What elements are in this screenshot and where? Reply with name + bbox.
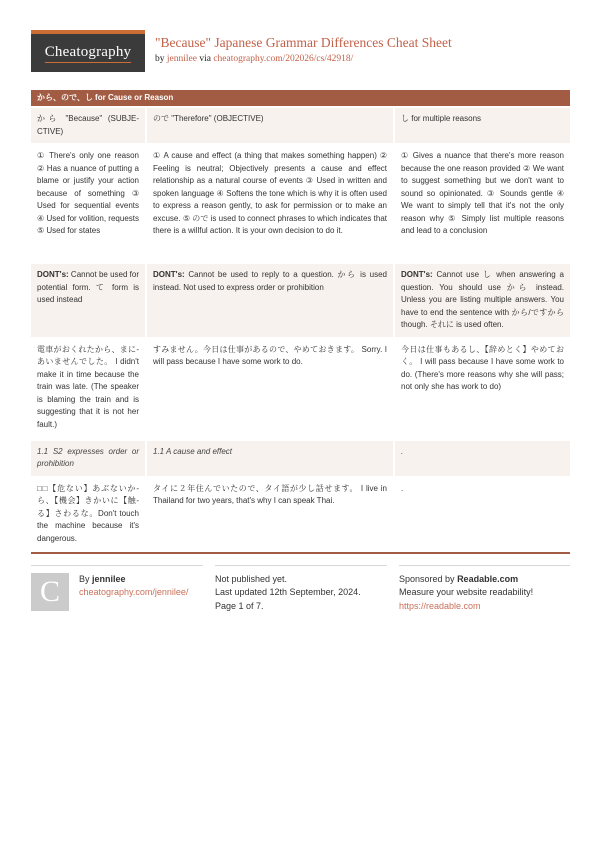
usage-cell-node: ① A cause and effect (a thing that makes something happen) ② Feeling is neutral; Objectively presents a cause and effect relationship as a natural course of events ③ Used in written and spoken language ④ Softens the tone which is why it is often used to express a reason gently, to ask for permission or to make an excuse. ⑤ ので is used to connect phrases to which indicates that there is a willful action. It is your own decision to do it.	[147, 145, 393, 262]
grammar-table	[31, 90, 570, 554]
donts-label: DONT's:	[153, 270, 185, 279]
sheet-url-link[interactable]: cheatography.com/202026/cs/42918/	[213, 54, 354, 64]
publish-status: Not published yet.	[215, 573, 288, 584]
donts-text: Cannot be used to reply to a question. から is used instead. Not used to express order or prohibition	[153, 270, 387, 292]
donts-text: Cannot be used for potential form. て form is used instead	[37, 270, 139, 304]
donts-cell-shi	[395, 264, 570, 337]
sponsor-tagline: Measure your website readability!	[399, 587, 534, 597]
example2-cell-node: タイに２年住んでいたので、タイ語が少し話せます。 I live in Thailand for two years, that's why I can speak Thai.	[147, 478, 393, 552]
footer-sponsor-block	[399, 565, 570, 614]
donts-text: Cannot use し when answering a question. You should use から instead. Unless you are listing multiple answers. You have to end the sentence with から/ですから though. それに is used often.	[401, 270, 564, 329]
page-header	[31, 30, 570, 72]
table-row-donts	[31, 264, 570, 337]
note-cell-kara: 1.1 S2 expresses order or prohibition	[31, 441, 145, 476]
sponsor-name: Readable.com	[457, 573, 519, 584]
byline-via-label: via	[199, 54, 211, 64]
footer-status-block	[215, 565, 387, 614]
column-header-shi: し for multiple reasons	[395, 108, 570, 143]
footer-author-profile-link[interactable]: cheatography.com/jennilee/	[79, 587, 189, 597]
page-footer	[31, 565, 570, 614]
cheatography-logo[interactable]	[31, 30, 145, 72]
column-header-kara: から "Because" (SUBJE-CTIVE)	[31, 108, 145, 143]
table-header-row	[31, 108, 570, 143]
example-cell-node: すみません。今日は仕事があるので、やめておきます。 Sorry. I will pass because I have some work to do.	[147, 339, 393, 439]
byline	[155, 54, 452, 64]
example-cell-kara: 電車がおくれたから、まに-あいませんでした。 I didn't make it in time because the train was late. (The speaker is blaming the train and is suggesting that it is not her fault.)	[31, 339, 145, 439]
cheatography-logo-text: Cheatography	[45, 44, 132, 63]
author-avatar[interactable]: C	[31, 573, 69, 611]
title-block	[155, 30, 452, 64]
column-header-node: ので "Therefore" (OBJECTIVE)	[147, 108, 393, 143]
sponsor-prefix: Sponsored by	[399, 573, 455, 584]
usage-cell-kara: ① There's only one reason ② Has a nuance of putting a blame or justify your action because of something ③ Used for sequential events ④ Used for volition, requests ⑤ Used for states	[31, 145, 145, 262]
example2-cell-kara: □□【危ない】あぶないか-ら、【機会】きかいに【触-る】さわるな。Don't touch the machine because it's dangerous.	[31, 478, 145, 552]
table-row-examples	[31, 339, 570, 439]
note-cell-shi: .	[395, 441, 570, 476]
table-row-notes	[31, 441, 570, 476]
donts-cell-kara	[31, 264, 145, 337]
donts-cell-node	[147, 264, 393, 337]
last-updated: Last updated 12th September, 2024.	[215, 587, 361, 597]
byline-by-label: by	[155, 54, 165, 64]
author-link[interactable]: jennilee	[166, 54, 197, 64]
donts-label: DONT's:	[401, 270, 433, 279]
table-title: から、ので、し for Cause or Reason	[31, 90, 570, 106]
footer-by-label: By	[79, 573, 90, 584]
example2-cell-shi: .	[395, 478, 570, 552]
footer-author-block	[31, 565, 203, 614]
example-cell-shi: 今日は仕事もあるし、【辞めとく】やめておく。 I will pass because I have some work to do. (There's more reasons why she will pass; not only she has work to do)	[395, 339, 570, 439]
donts-label: DONT's:	[37, 270, 69, 279]
page-title: "Because" Japanese Grammar Differences Cheat Sheet	[155, 35, 452, 50]
footer-author-name: jennilee	[92, 573, 126, 584]
note-cell-node: 1.1 A cause and effect	[147, 441, 393, 476]
sponsor-link[interactable]: https://readable.com	[399, 600, 481, 611]
table-row-usage	[31, 145, 570, 262]
table-row-examples-2	[31, 478, 570, 552]
usage-cell-shi: ① Gives a nuance that there's more reason because the one reason provided ② We want to suggest something but we don't want to sound so opinionated. ③ Sounds gentle ④ We want to simply tell that it's not the only reason why ⑤ Simply list multiple reasons and lead to a conclusion	[395, 145, 570, 262]
page-number: Page 1 of 7.	[215, 600, 264, 611]
